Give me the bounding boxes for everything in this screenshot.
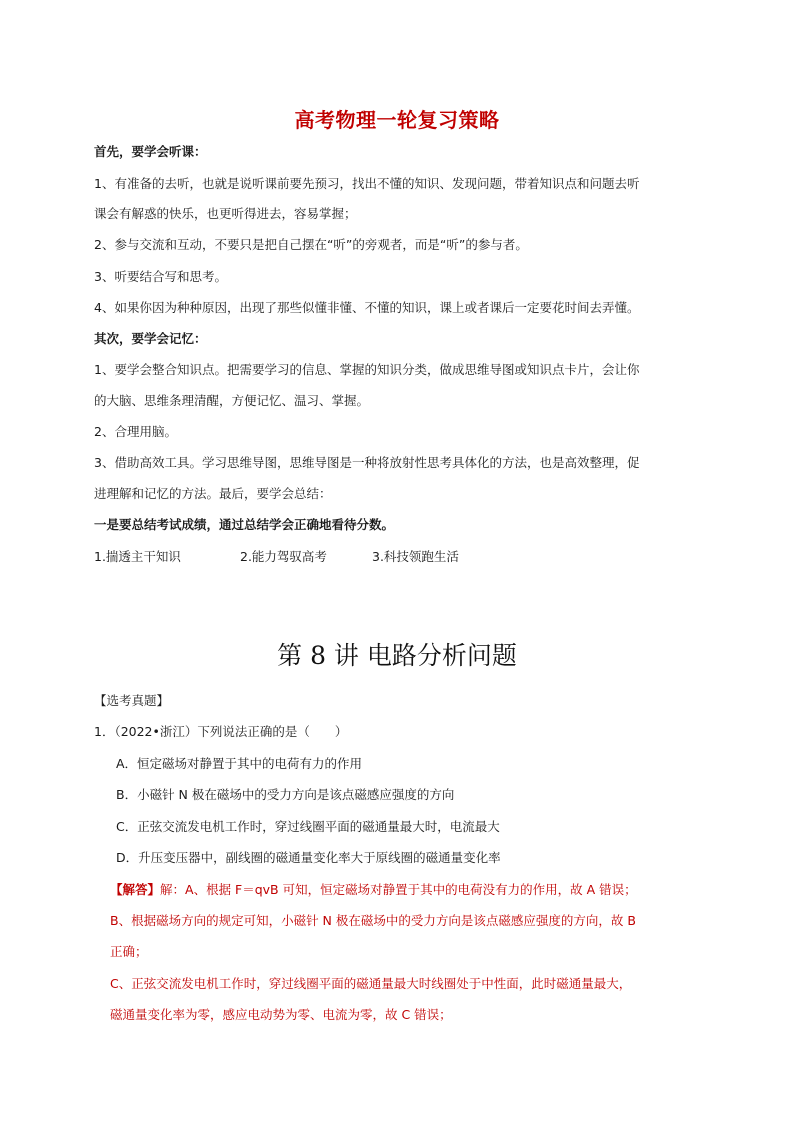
section2-line: 1、要学会整合知识点。把需要学习的信息、掌握的知识分类，做成思维导图或知识点卡片，会让你	[94, 362, 640, 377]
section1-line: 3、听要结合写和思考。	[94, 269, 227, 284]
option-c: C．正弦交流发电机工作时，穿过线圈平面的磁通量最大时，电流最大	[116, 819, 500, 834]
answer-text: 解：A、根据 F＝qvB 可知，恒定磁场对静置于其中的电荷没有力的作用，故 A 错误；	[160, 882, 637, 897]
section1-line: 2、参与交流和互动，不要只是把自己摆在“听”的旁观者，而是“听”的参与者。	[94, 237, 528, 252]
summary-item: 3.科技领跑生活	[372, 549, 459, 564]
section2-line: 2、合理用脑。	[94, 424, 177, 439]
section2-line: 进理解和记忆的方法。最后，要学会总结：	[94, 486, 332, 501]
section1-line: 4、如果你因为种种原因，出现了那些似懂非懂、不懂的知识，课上或者课后一定要花时间去弄懂。	[94, 300, 640, 315]
option-b: B．小磁针 N 极在磁场中的受力方向是该点磁感应强度的方向	[116, 787, 455, 802]
answer-line: 正确；	[110, 944, 148, 959]
option-a: A．恒定磁场对静置于其中的电荷有力的作用	[116, 756, 363, 771]
answer-line: B、根据磁场方向的规定可知，小磁针 N 极在磁场中的受力方向是该点磁感应强度的方向，故 B	[110, 913, 636, 928]
exam-label: 【选考真题】	[94, 693, 170, 708]
section2-heading: 其次，要学会记忆：	[94, 331, 207, 346]
lecture-title: 第 8 讲 电路分析问题	[277, 641, 517, 670]
page-title: 高考物理一轮复习策略	[294, 108, 500, 132]
summary-items	[94, 548, 714, 566]
summary-item: 1.揣透主干知识	[94, 549, 181, 564]
summary-heading: 一是要总结考试成绩，通过总结学会正确地看待分数。	[94, 517, 395, 532]
option-d: D．升压变压器中，副线圈的磁通量变化率大于原线圈的磁通量变化率	[116, 850, 501, 865]
section1-line: 1、有准备的去听，也就是说听课前要先预习，找出不懂的知识、发现问题，带着知识点和问题去听	[94, 176, 640, 191]
summary-item: 2.能力驾驭高考	[240, 549, 327, 564]
answer-tag: 【解答】	[110, 882, 161, 897]
answer-line: C、正弦交流发电机工作时，穿过线圈平面的磁通量最大时线圈处于中性面，此时磁通量最大，	[110, 976, 632, 991]
section2-line: 3、借助高效工具。学习思维导图，思维导图是一种将放射性思考具体化的方法，也是高效整理，促	[94, 455, 640, 470]
section2-line: 的大脑、思维条理清醒，方便记忆、温习、掌握。	[94, 393, 370, 408]
section1-heading: 首先，要学会听课：	[94, 144, 207, 159]
question-stem: 1．（2022•浙江）下列说法正确的是（ ）	[94, 724, 348, 739]
answer-line	[110, 881, 730, 899]
answer-line: 磁通量变化率为零，感应电动势为零、电流为零，故 C 错误；	[110, 1007, 452, 1022]
section1-line: 课会有解惑的快乐，也更听得进去，容易掌握；	[94, 206, 357, 221]
